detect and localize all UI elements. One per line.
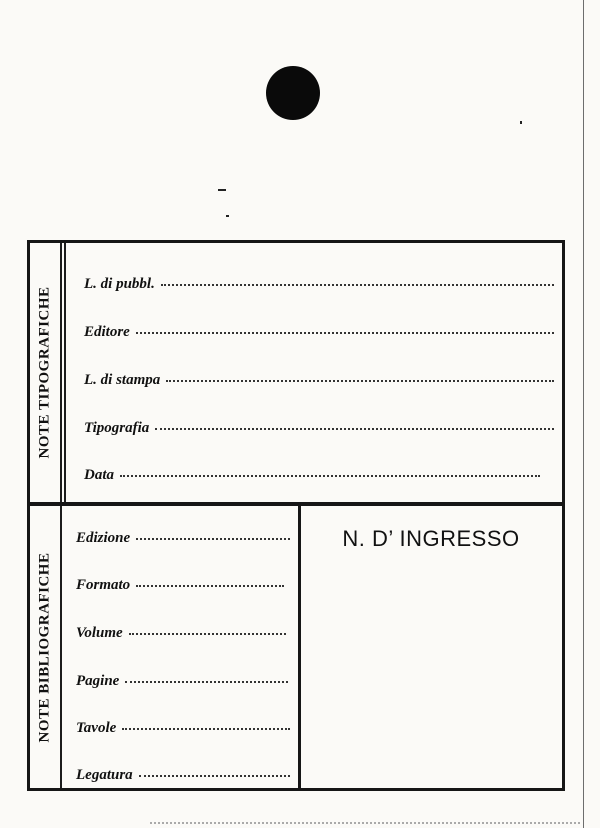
- section-rule: [60, 506, 62, 788]
- bibliographic-notes-label: NOTE BIBLIOGRAFICHE: [36, 552, 53, 742]
- field-volume: Volume: [76, 625, 286, 642]
- paper-edge-line: [583, 0, 584, 828]
- typographic-notes-label: NOTE TIPOGRAFICHE: [36, 286, 53, 459]
- field-legatura: Legatura: [76, 767, 290, 784]
- punch-hole: [266, 66, 320, 120]
- speck: [218, 189, 226, 191]
- field-editore: Editore: [84, 324, 554, 341]
- section-rule: [60, 243, 62, 502]
- scan-noise: [150, 820, 580, 824]
- field-data: Data: [84, 467, 540, 484]
- ingresso-number-label: N. D’ INGRESSO: [342, 526, 520, 551]
- speck: [520, 121, 522, 124]
- section-rule: [64, 243, 66, 502]
- field-tipografia: Tipografia: [84, 420, 554, 437]
- field-pagine: Pagine: [76, 673, 288, 690]
- field-luogo-stampa: L. di stampa: [84, 372, 554, 389]
- field-tavole: Tavole: [76, 720, 290, 737]
- typographic-notes-section: [30, 243, 562, 502]
- field-edizione: Edizione: [76, 530, 290, 547]
- catalog-card: [27, 240, 565, 791]
- ingresso-box: [300, 506, 562, 788]
- field-luogo-pubblicazione: L. di pubbl.: [84, 276, 554, 293]
- bibliographic-notes-section: [30, 506, 562, 788]
- field-formato: Formato: [76, 577, 284, 594]
- speck: [226, 215, 229, 217]
